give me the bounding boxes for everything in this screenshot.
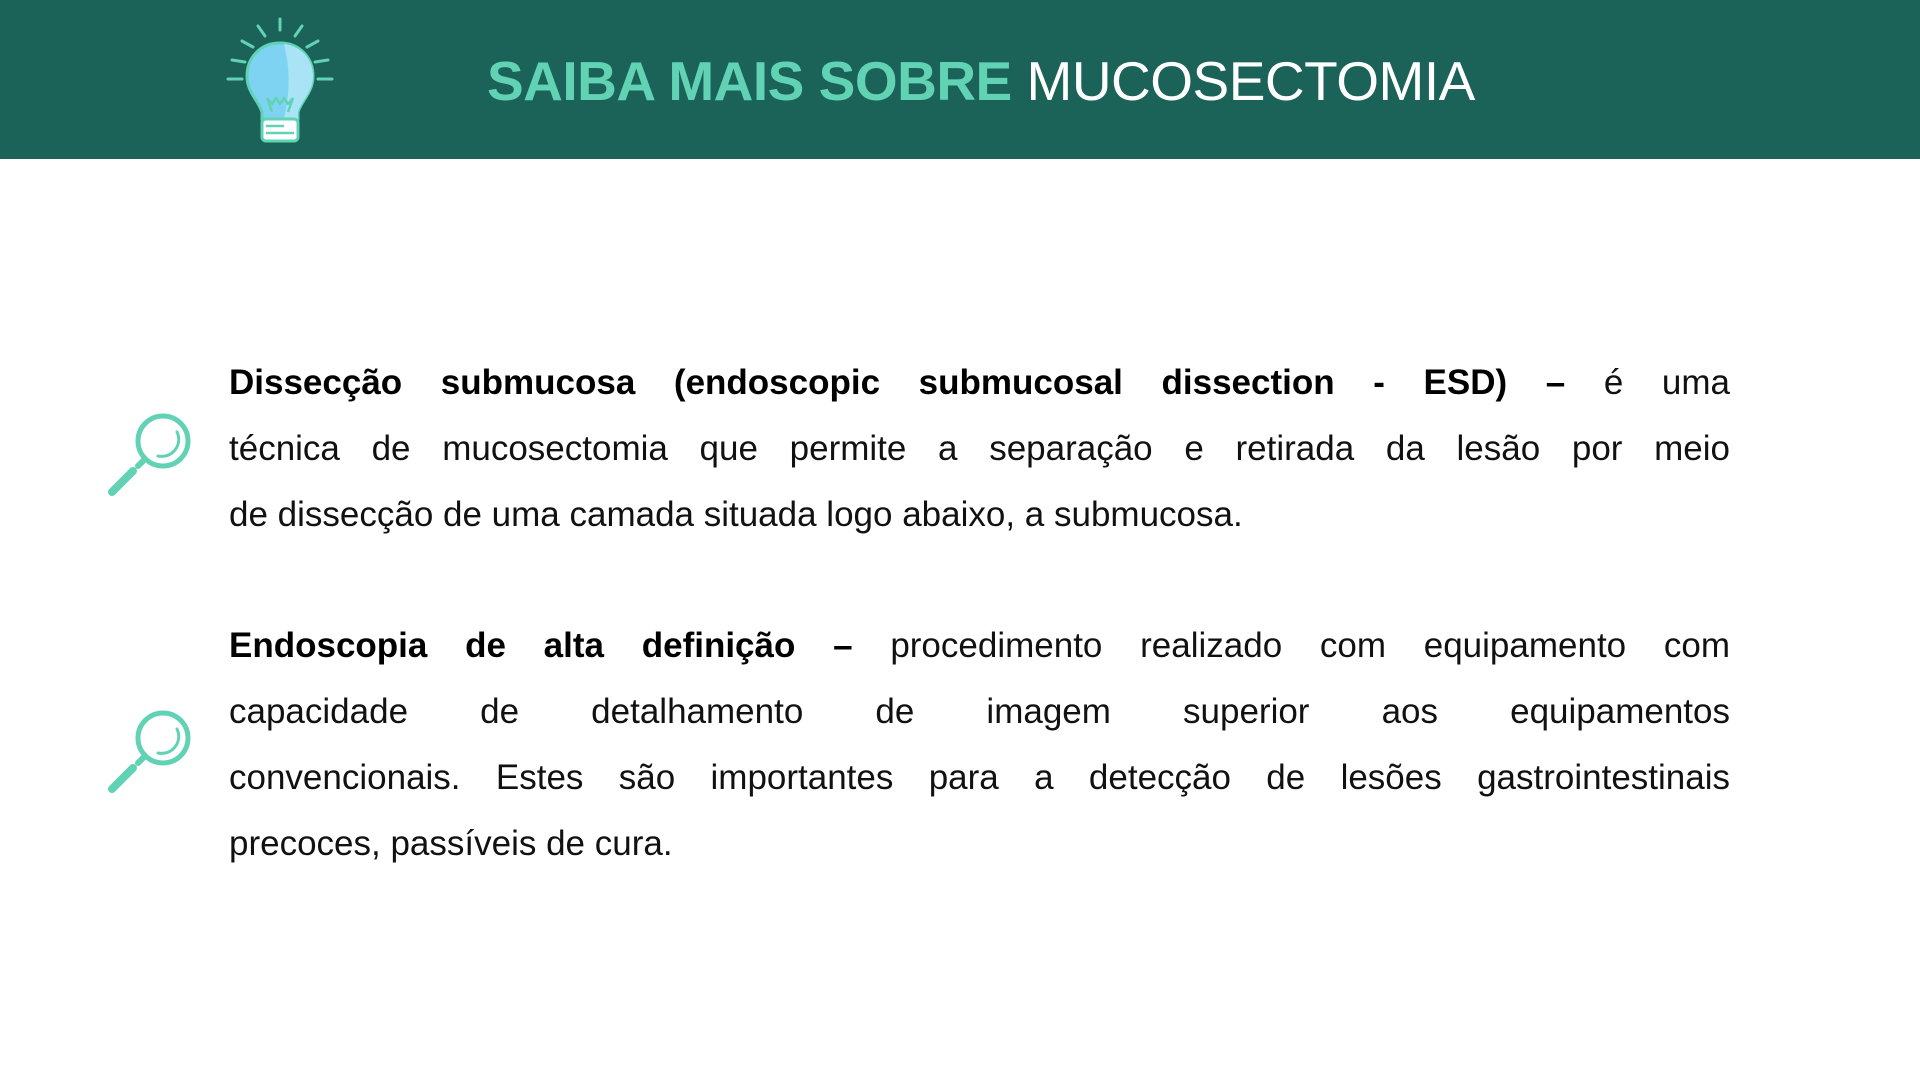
page-title (487, 46, 1475, 116)
definition-text: Dissecção submucosa (endoscopic submucosal dissection - ESD) – é uma técnica de mucosectomia que permite a separação e retirada da lesão por meio de dissecção de uma camada situada logo abaixo, a submucosa. (229, 363, 1731, 534)
title-main: MUCOSECTOMIA (1026, 50, 1475, 112)
term: Endoscopia de alta definição – (229, 626, 853, 665)
header-banner (0, 0, 1920, 159)
definition-text: Endoscopia de alta definição – procedimento realizado com equipamento com capacidade de detalhamento de imagem superior aos equipamentos convencionais. Estes são importantes para a detecção de lesões gastrointestinais precoces, passíveis de cura. (229, 626, 1730, 863)
term: Dissecção submucosa (endoscopic submucosal dissection - ESD) – (229, 363, 1566, 402)
light-bulb-icon (222, 16, 336, 146)
magnifier-icon (106, 707, 194, 795)
magnifier-icon (106, 410, 194, 498)
title-accent: SAIBA MAIS SOBRE (487, 50, 1012, 112)
